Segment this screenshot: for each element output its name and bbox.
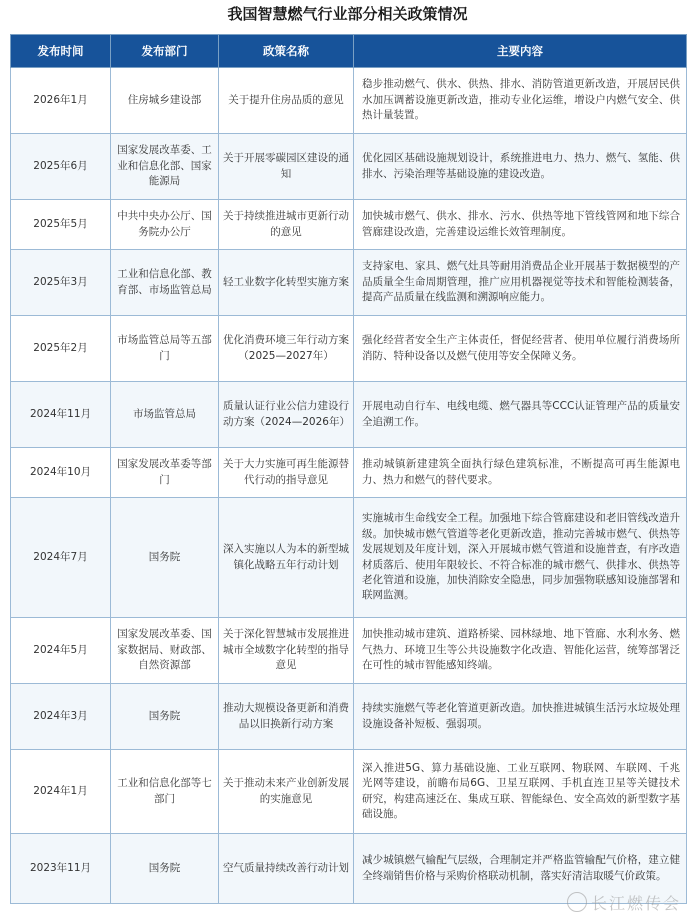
watermark — [567, 891, 681, 914]
cell-policy-name: 质量认证行业公信力建设行动方案（2024—2026年） — [219, 382, 354, 448]
header-main-content: 主要内容 — [354, 35, 687, 68]
cell-date: 2024年11月 — [11, 382, 111, 448]
table-row — [11, 448, 687, 498]
cell-date: 2024年1月 — [11, 750, 111, 834]
cell-date: 2023年11月 — [11, 834, 111, 904]
cell-date: 2026年1月 — [11, 68, 111, 134]
cell-content: 支持家电、家具、燃气灶具等耐用消费品企业开展基于数据模型的产品质量全生命周期管理，推广应用机器视觉等技术和智能检测装备，提高产品质量在线监测和溯源响应能力。 — [354, 250, 687, 316]
cell-department: 国务院 — [111, 834, 219, 904]
cell-content: 减少城镇燃气输配气层级，合理制定并严格监管输配气价格，建立健全终端销售价格与采购价格联动机制，落实好清洁取暖气价政策。 — [354, 834, 687, 904]
cell-department: 国务院 — [111, 684, 219, 750]
cell-department: 中共中央办公厅、国务院办公厅 — [111, 200, 219, 250]
table-row — [11, 316, 687, 382]
policy-table — [10, 34, 687, 904]
cell-content: 实施城市生命线安全工程。加强地下综合管廊建设和老旧管线改造升级。加快城市燃气管道等老化更新改造，推动完善城市燃气、供热等发展规划及年度计划，深入开展城市燃气管道和设施普查，有序改造材质落后、使用年限较长、不符合标准的城市燃气、供排水、供热等老化管道和设施，加快消除安全隐患，同步加强物联感知设施部署和联网监测。 — [354, 498, 687, 618]
watermark-logo-icon — [567, 892, 587, 912]
cell-department: 国家发展改革委等部门 — [111, 448, 219, 498]
cell-policy-name: 关于持续推进城市更新行动的意见 — [219, 200, 354, 250]
cell-content: 加快推动城市建筑、道路桥梁、园林绿地、地下管廊、水利水务、燃气热力、环境卫生等公共设施数字化改造、智能化运营，统筹部署泛在可性的城市智能感知终端。 — [354, 618, 687, 684]
cell-department: 国家发展改革委、工业和信息化部、国家能源局 — [111, 134, 219, 200]
cell-department: 国家发展改革委、国家数据局、财政部、自然资源部 — [111, 618, 219, 684]
watermark-text: 长江燃传会 — [590, 894, 681, 913]
cell-policy-name: 优化消费环境三年行动方案（2025—2027年） — [219, 316, 354, 382]
cell-policy-name: 关于推动未来产业创新发展的实施意见 — [219, 750, 354, 834]
cell-content: 深入推进5G、算力基础设施、工业互联网、物联网、车联网、千兆光网等建设，前瞻布局6G、卫星互联网、手机直连卫星等关键技术研究，构建高速泛在、集成互联、智能绿色、安全高效的新型数字基础设施。 — [354, 750, 687, 834]
cell-policy-name: 关于提升住房品质的意见 — [219, 68, 354, 134]
page-title: 我国智慧燃气行业部分相关政策情况 — [227, 5, 468, 23]
cell-department: 市场监管总局 — [111, 382, 219, 448]
cell-content: 优化园区基础设施规划设计，系统推进电力、热力、燃气、氢能、供排水、污染治理等基础设施的建设改造。 — [354, 134, 687, 200]
cell-date: 2025年2月 — [11, 316, 111, 382]
cell-date: 2025年3月 — [11, 250, 111, 316]
cell-policy-name: 推动大规模设备更新和消费品以旧换新行动方案 — [219, 684, 354, 750]
header-department: 发布部门 — [111, 35, 219, 68]
cell-content: 开展电动自行车、电线电缆、燃气器具等CCC认证管理产品的质量安全追溯工作。 — [354, 382, 687, 448]
table-row — [11, 134, 687, 200]
table-row — [11, 750, 687, 834]
cell-date: 2024年7月 — [11, 498, 111, 618]
cell-department: 国务院 — [111, 498, 219, 618]
cell-date: 2025年5月 — [11, 200, 111, 250]
cell-policy-name: 深入实施以人为本的新型城镇化战略五年行动计划 — [219, 498, 354, 618]
table-row — [11, 684, 687, 750]
table-row — [11, 200, 687, 250]
cell-content: 加快城市燃气、供水、排水、污水、供热等地下管线管网和地下综合管廊建设改造，完善建设运维长效管理制度。 — [354, 200, 687, 250]
cell-policy-name: 空气质量持续改善行动计划 — [219, 834, 354, 904]
cell-content: 持续实施燃气等老化管道更新改造。加快推进城镇生活污水垃圾处理设施设备补短板、强弱项。 — [354, 684, 687, 750]
cell-date: 2025年6月 — [11, 134, 111, 200]
table-row — [11, 250, 687, 316]
cell-department: 住房城乡建设部 — [111, 68, 219, 134]
cell-policy-name: 关于大力实施可再生能源替代行动的指导意见 — [219, 448, 354, 498]
table-row — [11, 382, 687, 448]
table-header-row — [11, 35, 687, 68]
cell-department: 工业和信息化部、教育部、市场监管总局 — [111, 250, 219, 316]
cell-content: 稳步推动燃气、供水、供热、排水、消防管道更新改造，开展居民供水加压调蓄设施更新改造，推动专业化运维，增设户内燃气安全、供热计量装置。 — [354, 68, 687, 134]
header-policy-name: 政策名称 — [219, 35, 354, 68]
cell-department: 工业和信息化部等七部门 — [111, 750, 219, 834]
cell-policy-name: 关于深化智慧城市发展推进城市全域数字化转型的指导意见 — [219, 618, 354, 684]
cell-department: 市场监管总局等五部门 — [111, 316, 219, 382]
table-row — [11, 618, 687, 684]
table-row — [11, 498, 687, 618]
cell-policy-name: 关于开展零碳园区建设的通知 — [219, 134, 354, 200]
cell-content: 强化经营者安全生产主体责任，督促经营者、使用单位履行消费场所消防、特种设备以及燃气使用等安全保障义务。 — [354, 316, 687, 382]
table-row — [11, 68, 687, 134]
header-date: 发布时间 — [11, 35, 111, 68]
cell-date: 2024年3月 — [11, 684, 111, 750]
cell-policy-name: 轻工业数字化转型实施方案 — [219, 250, 354, 316]
cell-content: 推动城镇新建建筑全面执行绿色建筑标准，不断提高可再生能源电力、热力和燃气的替代要求。 — [354, 448, 687, 498]
cell-date: 2024年5月 — [11, 618, 111, 684]
cell-date: 2024年10月 — [11, 448, 111, 498]
